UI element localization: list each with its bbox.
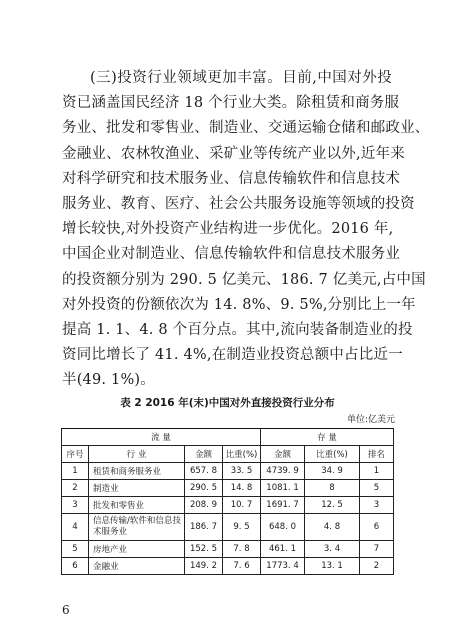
cell-rank: 7: [360, 541, 394, 558]
cell-flow-amount: 149. 2: [185, 558, 223, 575]
paragraph-line: (三)投资行业领域更加丰富。目前,中国对外投: [90, 70, 392, 86]
cell-stock-share: 3. 4: [305, 541, 360, 558]
table-title: 表 2 2016 年(末)中国对外直接投资行业分布: [120, 397, 335, 409]
paragraph-line: 提高 1. 1、4. 8 个百分点。其中,流向装备制造业的投: [62, 321, 413, 338]
cell-flow-share: 7. 6: [223, 558, 261, 575]
industry-distribution-table: [61, 428, 394, 575]
paragraph-line: 金融业、农林牧渔业、采矿业等传统产业以外,近年来: [62, 145, 405, 162]
paragraph-line: 服务业、教育、医疗、社会公共服务设施等领域的投资: [62, 195, 415, 212]
cell-stock-amount: 648. 0: [261, 514, 305, 541]
cell-seq: 3: [62, 497, 89, 514]
cell-flow-amount: 208. 9: [185, 497, 223, 514]
table-row: [62, 497, 394, 514]
cell-industry: 房地产业: [89, 541, 185, 558]
stock-group-header: 存 量: [261, 429, 394, 446]
cell-stock-share: 12. 5: [305, 497, 360, 514]
paragraph-line: 资同比增长了 41. 4%,在制造业投资总额中占比近一: [62, 347, 403, 364]
cell-seq: 5: [62, 541, 89, 558]
cell-stock-amount: 461. 1: [261, 541, 305, 558]
body-paragraph: [62, 66, 430, 393]
flow-group-header: 流 量: [62, 429, 261, 446]
cell-stock-amount: 1081. 1: [261, 480, 305, 497]
cell-stock-share: 13. 1: [305, 558, 360, 575]
col-header-rank: 排名: [360, 446, 394, 463]
col-header-flow-share: 比重(%): [223, 446, 261, 463]
cell-flow-amount: 152. 5: [185, 541, 223, 558]
cell-stock-amount: 1691. 7: [261, 497, 305, 514]
cell-stock-share: 4. 8: [305, 514, 360, 541]
cell-stock-amount: 4739. 9: [261, 463, 305, 480]
paragraph-line: 中国企业对制造业、信息传输软件和信息技术服务业: [62, 246, 401, 263]
table-column-header-row: [62, 446, 394, 463]
cell-flow-share: 10. 7: [223, 497, 261, 514]
cell-flow-share: 33. 5: [223, 463, 261, 480]
cell-seq: 1: [62, 463, 89, 480]
col-header-stock-share: 比重(%): [305, 446, 360, 463]
cell-flow-amount: 186. 7: [185, 514, 223, 541]
cell-flow-share: 9. 5: [223, 514, 261, 541]
table-row: [62, 514, 394, 541]
cell-rank: 6: [360, 514, 394, 541]
paragraph-line: 半(49. 1%)。: [62, 372, 155, 389]
cell-industry: 批发和零售业: [89, 497, 185, 514]
cell-seq: 4: [62, 514, 89, 541]
col-header-flow-amount: 金额: [185, 446, 223, 463]
paragraph-line: 对科学研究和技术服务业、信息传输软件和信息技术: [62, 170, 401, 187]
cell-industry: 金融业: [89, 558, 185, 575]
table-row: [62, 480, 394, 497]
table-row: [62, 558, 394, 575]
col-header-industry: 行 业: [89, 446, 185, 463]
col-header-stock-amount: 金额: [261, 446, 305, 463]
cell-seq: 6: [62, 558, 89, 575]
cell-industry: 租赁和商务服务业: [89, 463, 185, 480]
cell-flow-amount: 657. 8: [185, 463, 223, 480]
paragraph-line: 的投资额分别为 290. 5 亿美元、186. 7 亿美元,占中国: [62, 271, 426, 288]
col-header-seq: 序号: [62, 446, 89, 463]
cell-industry: 信息传输/软件和信息技术服务业: [89, 514, 185, 541]
table-unit: 单位:亿美元: [346, 415, 395, 425]
page-number: 6: [62, 603, 70, 617]
cell-seq: 2: [62, 480, 89, 497]
cell-rank: 2: [360, 558, 394, 575]
table-group-header-row: [62, 429, 394, 446]
paragraph-line: 对外投资的份额依次为 14. 8%、9. 5%,分别比上一年: [62, 296, 416, 313]
cell-flow-amount: 290. 5: [185, 480, 223, 497]
paragraph-line: 务业、批发和零售业、制造业、交通运输仓储和邮政业、: [62, 120, 430, 137]
cell-flow-share: 14. 8: [223, 480, 261, 497]
cell-industry: 制造业: [89, 480, 185, 497]
paragraph-line: 增长较快,对外投资产业结构进一步优化。2016 年,: [62, 221, 394, 238]
cell-stock-share: 34. 9: [305, 463, 360, 480]
cell-stock-share: 8: [305, 480, 360, 497]
cell-flow-share: 7. 8: [223, 541, 261, 558]
cell-rank: 3: [360, 497, 394, 514]
cell-stock-amount: 1773. 4: [261, 558, 305, 575]
cell-rank: 1: [360, 463, 394, 480]
paragraph-line: 资已涵盖国民经济 18 个行业大类。除租赁和商务服: [62, 95, 400, 112]
cell-rank: 5: [360, 480, 394, 497]
table-row: [62, 463, 394, 480]
table-row: [62, 541, 394, 558]
